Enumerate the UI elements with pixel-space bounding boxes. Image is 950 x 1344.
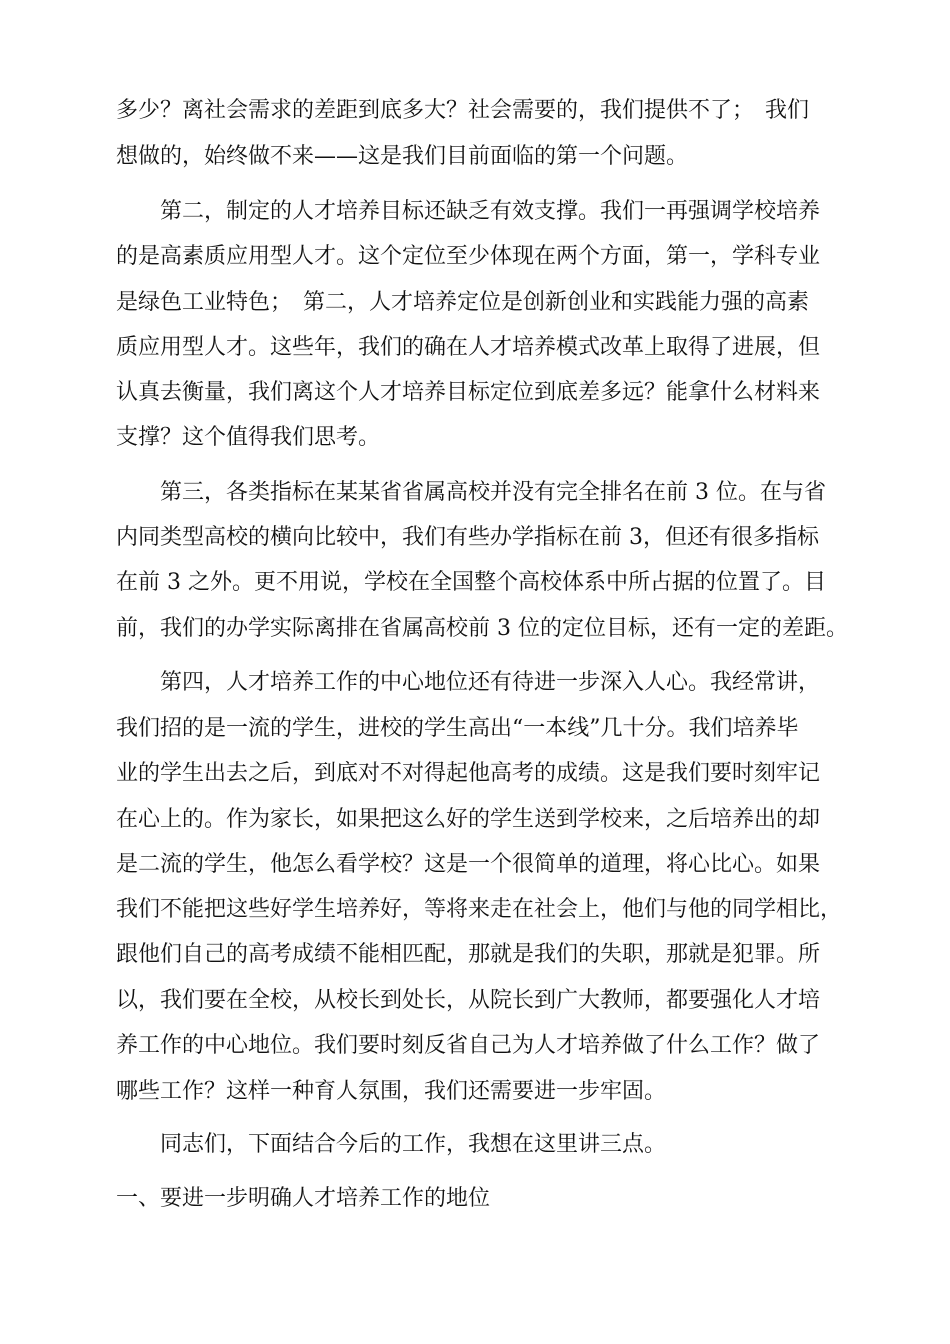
text-line: 是绿色工业特色； 第二，人才培养定位是创新创业和实践能力强的高素 — [116, 290, 810, 315]
text-line: 的是高素质应用型人才。这个定位至少体现在两个方面，第一，学科专业 — [116, 244, 821, 269]
text-line: 我们招的是一流的学生，进校的学生高出“一本线”几十分。我们培养毕 — [116, 716, 799, 741]
text-line: 业的学生出去之后，到底对不对得起他高考的成绩。这是我们要时刻牢记 — [116, 761, 821, 786]
text-line: 想做的，始终做不来——这是我们目前面临的第一个问题。 — [116, 144, 689, 169]
text-line: 前，我们的办学实际离排在省属高校前 3 位的定位目标，还有一定的差距。 — [116, 616, 848, 641]
text-line: 在前 3 之外。更不用说，学校在全国整个高校体系中所占据的位置了。目 — [116, 570, 826, 595]
paragraph-first-line: 第三，各类指标在某某省省属高校并没有完全排名在前 3 位。在与省 — [160, 480, 826, 505]
text-line: 多少？离社会需求的差距到底多大？社会需要的，我们提供不了； 我们 — [116, 98, 810, 123]
text-line: 我们不能把这些好学生培养好，等将来走在社会上，他们与他的同学相比， — [116, 897, 843, 922]
text-line: 认真去衡量，我们离这个人才培养目标定位到底差多远？能拿什么材料来 — [116, 380, 821, 405]
text-line: 在心上的。作为家长，如果把这么好的学生送到学校来，之后培养出的却 — [116, 807, 821, 832]
text-line: 哪些工作？这样一种育人氛围，我们还需要进一步牢固。 — [116, 1079, 667, 1104]
text-line: 跟他们自己的高考成绩不能相匹配，那就是我们的失职，那就是犯罪。所 — [116, 942, 821, 967]
paragraph-first-line: 第二，制定的人才培养目标还缺乏有效支撑。我们一再强调学校培养 — [160, 199, 821, 224]
text-line: 以，我们要在全校，从校长到处长，从院长到广大教师，都要强化人才培 — [116, 988, 821, 1013]
text-line: 是二流的学生，他怎么看学校？这是一个很简单的道理，将心比心。如果 — [116, 852, 821, 877]
paragraph-first-line: 第四，人才培养工作的中心地位还有待进一步深入人心。我经常讲， — [160, 670, 821, 695]
section-heading: 一、要进一步明确人才培养工作的地位 — [116, 1186, 491, 1211]
text-line: 养工作的中心地位。我们要时刻反省自己为人才培养做了什么工作？做了 — [116, 1033, 821, 1058]
text-line: 内同类型高校的横向比较中，我们有些办学指标在前 3，但还有很多指标 — [116, 525, 819, 550]
text-line: 支撑？这个值得我们思考。 — [116, 425, 381, 450]
text-line: 质应用型人才。这些年，我们的确在人才培养模式改革上取得了进展，但 — [116, 335, 821, 360]
paragraph-first-line: 同志们，下面结合今后的工作，我想在这里讲三点。 — [160, 1132, 667, 1157]
